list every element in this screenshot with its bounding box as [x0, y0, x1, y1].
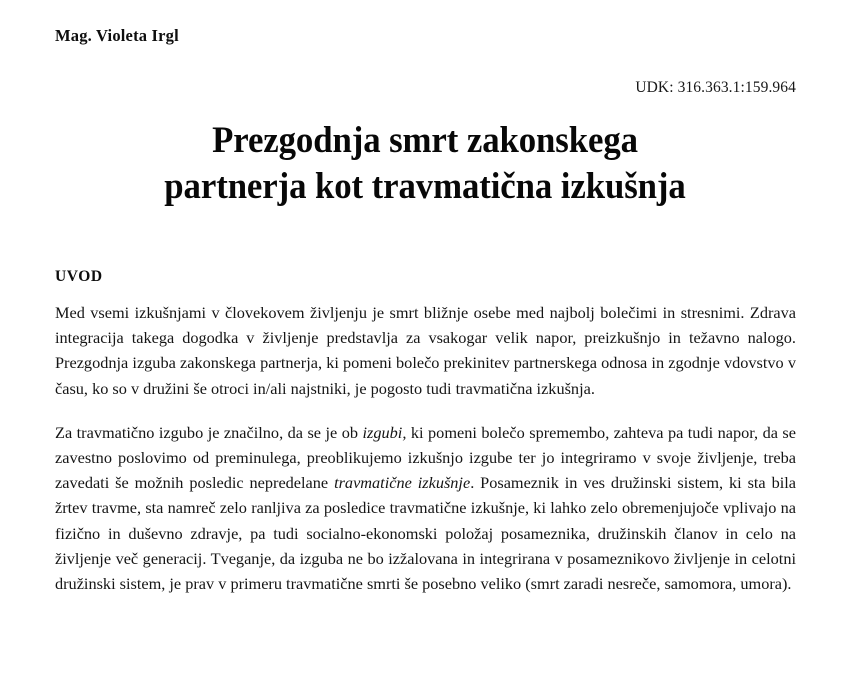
body-text-run: Med vsemi izkušnjami v človekovem življenju je smrt bližnje osebe med najbolj bolečimi in stresnimi. Zdrava integracija takega dogodka v življenje predstavlja za vsakogar velik napor, preizkušnjo in težavno nalogo. Prezgodnja izguba zakonskega partnerja, ki pomeni bolečo prekinitev partnerskega odnosa in zgodnje vdovstvo v času, ko so v družini še otroci in/ali najstniki, je pogosto tudi travmatična izkušnja. [55, 303, 796, 398]
emphasis-text: izgubi, [362, 422, 407, 442]
body-text-run: ki pomeni bolečo spremembo, zahteva pa tudi napor, da se zavestno poslovimo od preminulega, preoblikujemo izkušnjo izgube ter jo integriramo v svoje življenje, treba zavedati še možnih posledic nepredelane [55, 422, 796, 493]
emphasis-text: travmatične izkušnje [334, 473, 471, 493]
body-text-run: . Posameznik in ves družinski sistem, ki sta bila žrtev travme, sta namreč zelo ranljiva za posledice travmatične izkušnje, ki lahko zelo obremenjujoče vplivajo na fizično in duševno zdravje, pa tudi socialno-ekonomski položaj posameznika, družinskih članov in celo na življenje več generacij. Tveganje, da izguba ne bo izžalovana in integrirana v posameznikovo življenje in celotni družinski sistem, je prav v primeru travmatične smrti še posebno veliko (smrt zaradi nesreče, samomora, umora). [55, 473, 796, 594]
page-title-line-1: Prezgodnja smrt zakonskega [212, 120, 638, 161]
body-text-run: Za travmatično izgubo je značilno, da se je ob [55, 422, 363, 442]
page-title-line-2: partnerja kot travmatična izkušnja [164, 166, 686, 207]
udk-classification: UDK: 316.363.1:159.964 [635, 79, 796, 96]
author-byline: Mag. Violeta Irgl [55, 26, 179, 45]
body-text [55, 300, 796, 596]
page-title [0, 118, 850, 210]
paragraph [55, 420, 796, 596]
paragraph [55, 300, 796, 401]
section-heading-uvod: UVOD [55, 268, 103, 285]
